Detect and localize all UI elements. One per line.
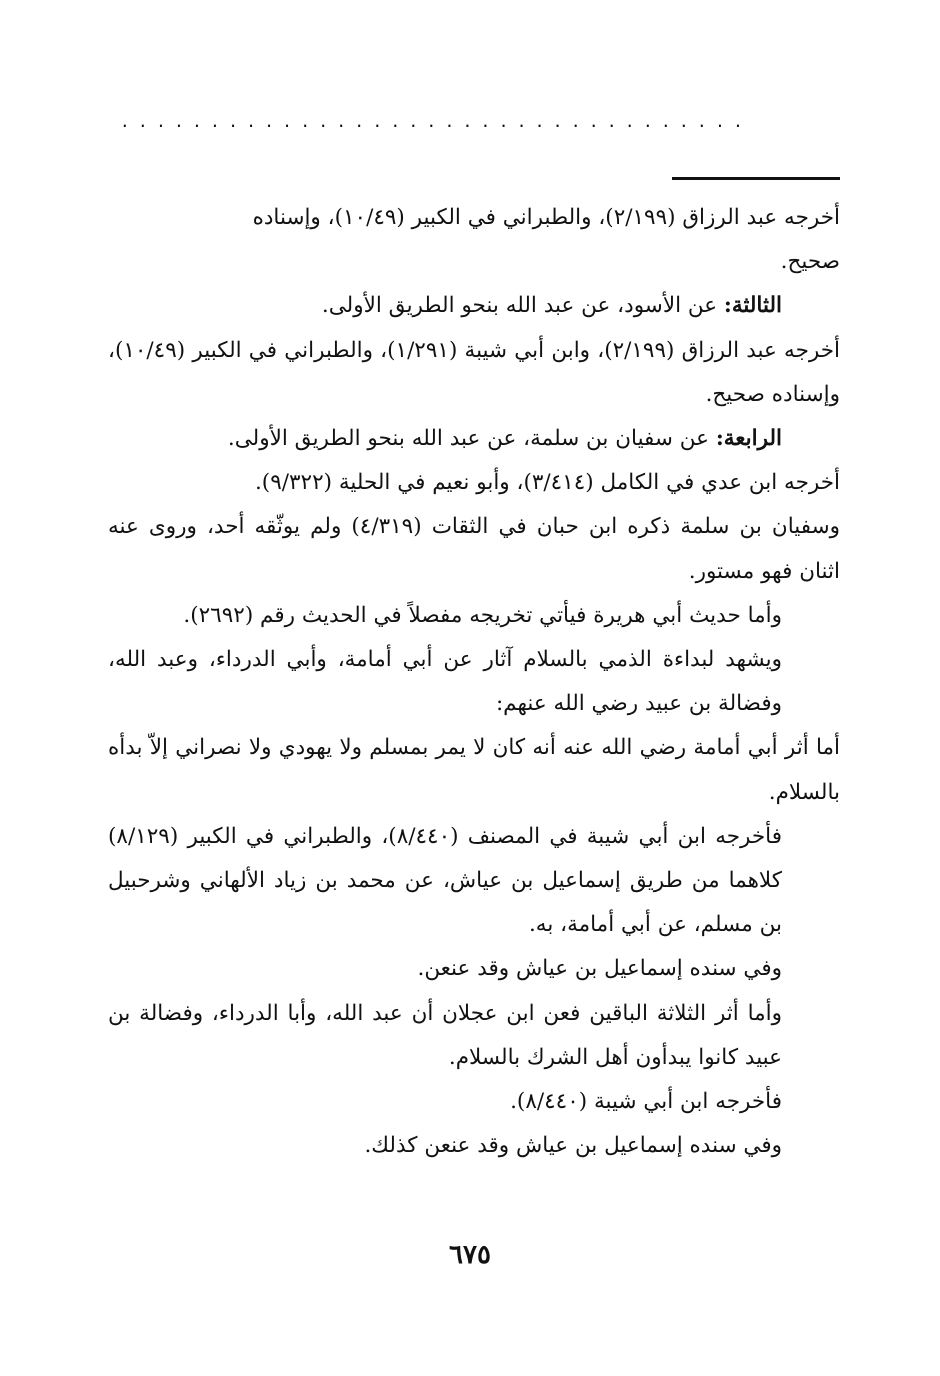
text-third: عن الأسود، عن عبد الله بنحو الطريق الأولى. bbox=[321, 293, 724, 319]
footnote-rule bbox=[672, 177, 840, 180]
text-fourth: عن سفيان بن سلمة، عن عبد الله بنحو الطريق الأولى. bbox=[227, 426, 716, 452]
label-third: الثالثة: bbox=[723, 293, 782, 319]
paragraph-10: فأخرجه ابن أبي شيبة في المصنف (٨/٤٤٠)، والطبراني في الكبير (٨/١٢٩) كلاهما من طريق إسماعيل بن عياش، عن محمد بن زياد الألهاني وشرحبيل بن مسلم، عن أبي أمامة، به. bbox=[108, 823, 783, 938]
line-1: أخرجه عبد الرزاق (٢/١٩٩)، والطبراني في الكبير (١٠/٤٩)، وإسناده bbox=[252, 205, 840, 230]
paragraph-third-route bbox=[108, 284, 840, 328]
paragraph-3: أخرجه عبد الرزاق (٢/١٩٩)، وابن أبي شيبة (١/٢٩١)، والطبراني في الكبير (١٠/٤٩)، وإسناده صحيح. bbox=[108, 337, 841, 407]
paragraph-12: وأما أثر الثلاثة الباقين فعن ابن عجلان أن عبد الله، وأبا الدرداء، وفضالة بن عبيد كانوا يبدأون أهل الشرك بالسلام. bbox=[108, 1000, 782, 1070]
label-fourth: الرابعة: bbox=[715, 426, 782, 452]
paragraph-5: أخرجه ابن عدي في الكامل (٣/٤١٤)، وأبو نعيم في الحلية (٩/٣٢٢). bbox=[254, 470, 840, 496]
paragraph-fourth-route bbox=[108, 417, 840, 461]
paragraph-14: وفي سنده إسماعيل بن عياش وقد عنعن كذلك. bbox=[364, 1133, 782, 1159]
paragraph-7: وأما حديث أبي هريرة فيأتي تخريجه مفصلاً في الحديث رقم (٢٦٩٢). bbox=[183, 602, 782, 628]
paragraph-13: فأخرجه ابن أبي شيبة (٨/٤٤٠). bbox=[510, 1089, 782, 1115]
line-2: صحيح. bbox=[780, 249, 840, 275]
page-number: ٦٧٥ bbox=[449, 1240, 491, 1270]
paragraph-9: أما أثر أبي أمامة رضي الله عنه أنه كان لا يمر بمسلم ولا يهودي ولا نصراني إلاّ بدأه بالسلام. bbox=[108, 735, 840, 805]
paragraph-11: وفي سنده إسماعيل بن عياش وقد عنعن. bbox=[417, 956, 782, 982]
paragraph-1 bbox=[108, 196, 840, 284]
dotted-separator: ................................... bbox=[120, 112, 752, 131]
paragraph-6: وسفيان بن سلمة ذكره ابن حبان في الثقات (٤/٣١٩) ولم يوثّقه أحد، وروى عنه اثنان فهو مستور. bbox=[108, 514, 841, 584]
footnote-body bbox=[108, 196, 840, 1168]
paragraph-8: ويشهد لبداءة الذمي بالسلام آثار عن أبي أمامة، وأبي الدرداء، وعبد الله، وفضالة بن عبيد رضي الله عنهم: bbox=[108, 647, 782, 717]
